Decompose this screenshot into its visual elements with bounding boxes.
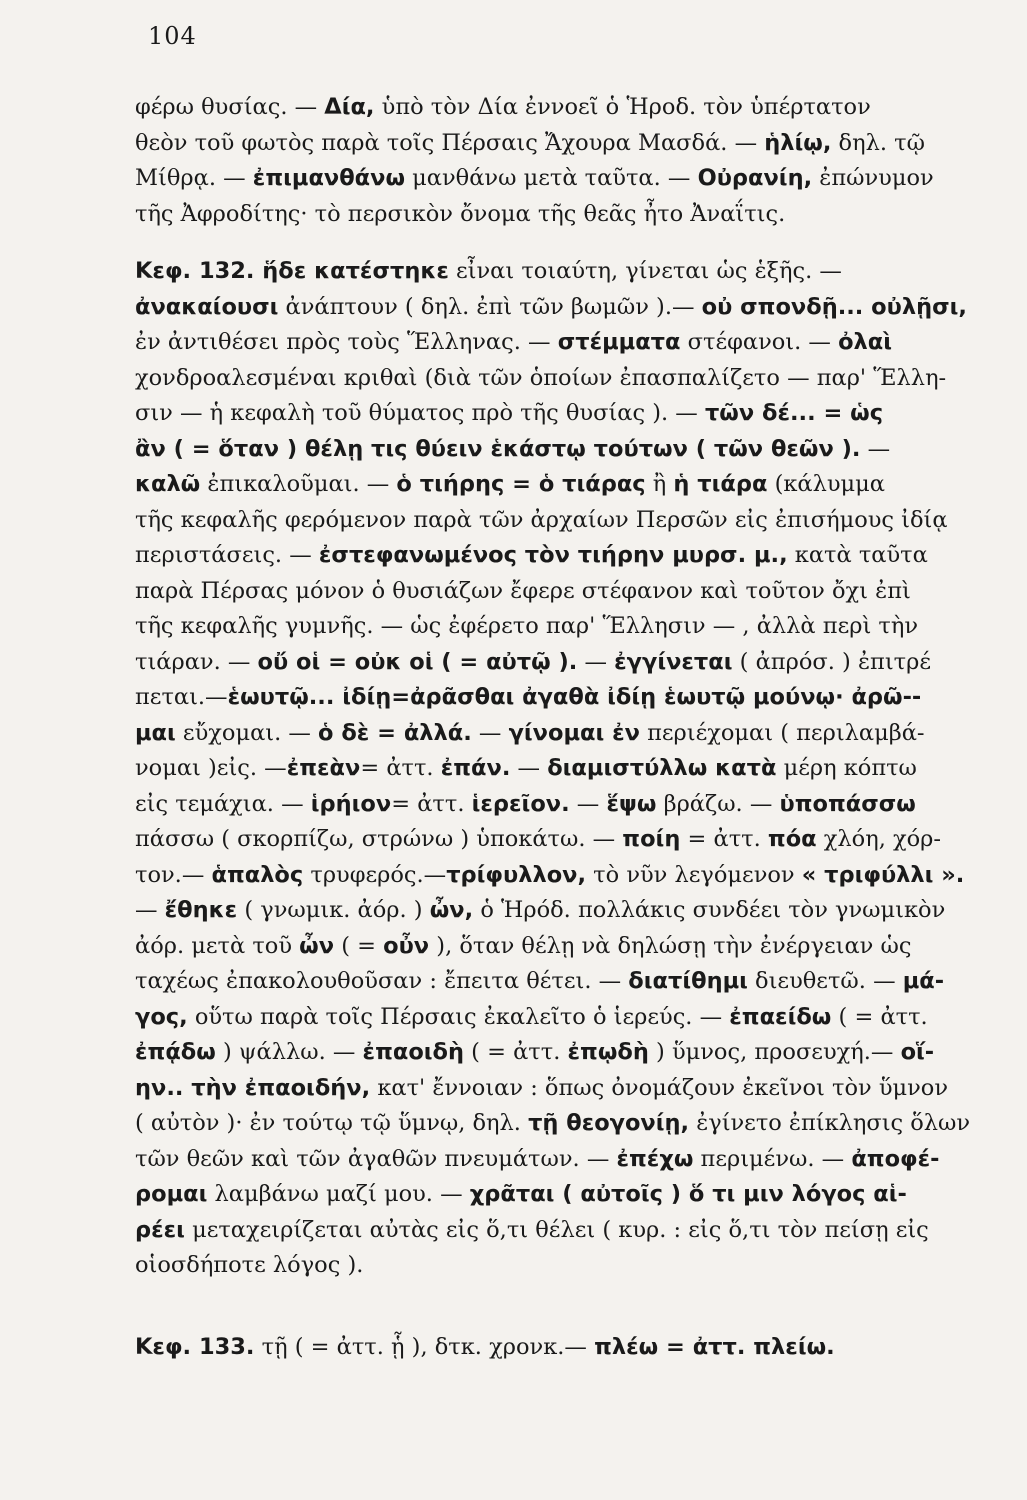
headword: ἀποφέ- xyxy=(851,1145,940,1172)
gloss-text: κατ' ἔννοιαν : ὅπως ὀνομάζουν ἐκεῖνοι τὸν ὕμνον xyxy=(370,1074,949,1101)
headword: ὦν xyxy=(299,932,335,959)
text-line xyxy=(135,574,970,610)
gloss-text: τιάραν. — xyxy=(135,648,258,675)
gloss-text: τῶν θεῶν καὶ τῶν ἀγαθῶν πνευμάτων. — xyxy=(135,1145,617,1172)
gloss-text: βράζω. — xyxy=(656,790,780,817)
headword: ἐγγίνεται xyxy=(614,648,733,675)
headword: ἐπεὰν xyxy=(286,755,361,781)
gloss-text: ἐπικαλοῦμαι. — xyxy=(200,471,397,497)
text-line xyxy=(135,1142,970,1178)
headword: ὦν, xyxy=(429,897,474,923)
text-line xyxy=(135,1035,970,1071)
gloss-text: στέφανοι. — xyxy=(680,329,839,355)
text-line xyxy=(135,858,970,894)
headword: ἡλίῳ, xyxy=(764,129,832,156)
text-line xyxy=(135,538,970,574)
headword: ἀνακαίουσι xyxy=(135,293,279,320)
headword: πόα xyxy=(767,826,817,852)
text-line xyxy=(135,90,970,126)
text-line xyxy=(135,197,970,233)
headword: τῇ θεογονίῃ, xyxy=(528,1110,690,1136)
gloss-text: θεὸν τοῦ φωτὸς παρὰ τοῖς Πέρσαις Ἄχουρα Μασδά. — xyxy=(135,129,765,156)
gloss-text: — xyxy=(577,648,615,675)
gloss-text: σιν — ἡ κεφαλὴ τοῦ θύματος πρὸ τῆς θυσίας ). — xyxy=(135,400,705,426)
gloss-text: μέρη κόπτω xyxy=(776,755,917,781)
headword: ἐπάν. xyxy=(440,755,511,781)
headword: ἐπαείδω xyxy=(729,1003,832,1030)
text-line xyxy=(135,503,970,539)
headword: διατίθημι xyxy=(628,968,748,994)
gloss-text: ( αὐτὸν )· ἐν τούτῳ τῷ ὕμνῳ, δηλ. xyxy=(135,1110,529,1136)
gloss-text: λαμβάνω μαζί μου. — xyxy=(207,1181,470,1207)
text-line xyxy=(135,1071,970,1107)
commentary-text xyxy=(135,90,970,1365)
text-line xyxy=(135,1213,970,1249)
headword: τρίφυλλον, xyxy=(446,861,587,888)
headword: διαμιστύλλω κατὰ xyxy=(547,755,777,781)
gloss-text: ( = xyxy=(334,932,384,959)
text-line xyxy=(135,467,970,503)
gloss-text: ταχέως ἐπακολουθοῦσαν : ἔπειτα θέτει. — xyxy=(135,968,629,994)
gloss-text: ) ψάλλω. — xyxy=(215,1039,363,1065)
text-line xyxy=(135,161,970,197)
gloss-text: ( = ἀττ. xyxy=(831,1003,928,1030)
text-line xyxy=(135,893,970,929)
gloss-text: μανθάνω μετὰ ταῦτα. — xyxy=(405,165,698,191)
gloss-text: εἶναι τοιαύτη, γίνεται ὡς ἑξῆς. — xyxy=(448,258,842,284)
headword: οὔ οἱ = οὐκ οἱ ( = αὐτῷ ). xyxy=(257,648,578,675)
headword: ὀλαὶ xyxy=(838,329,892,355)
text-line xyxy=(135,396,970,432)
text-line xyxy=(135,254,970,290)
gloss-text: (κάλυμμα xyxy=(767,471,885,497)
text-line xyxy=(135,290,970,326)
gloss-text: — xyxy=(135,897,165,923)
gloss-text: ( = ἀττ. xyxy=(464,1039,568,1065)
headword: ὁ δὲ = ἀλλά. xyxy=(318,719,472,746)
gloss-text: ( ἀπρόσ. ) ἐπιτρέ xyxy=(732,648,931,675)
gloss-text: Μίθρᾳ. — xyxy=(135,165,253,191)
headword: Δία, xyxy=(324,94,375,120)
gloss-text: = ἀττ. xyxy=(360,755,441,781)
headword: Κεφ. 132. ἥδε κατέστηκε xyxy=(135,258,449,284)
text-line xyxy=(135,964,970,1000)
headword: ἐπᾴδω xyxy=(135,1039,216,1065)
text-line xyxy=(135,361,970,397)
gloss-text: τὸ νῦν λεγόμενον xyxy=(586,861,802,888)
headword: ἂν ( = ὅταν ) θέλῃ τις θύειν ἑκάστῳ τούτων ( τῶν θεῶν ). xyxy=(135,435,861,462)
gloss-text: οὕτω παρὰ τοῖς Πέρσαις ἐκαλεῖτο ὁ ἱερεύς. — xyxy=(187,1003,730,1030)
headword: γίνομαι ἐν xyxy=(508,719,640,746)
gloss-text: διευθετῶ. — xyxy=(747,968,903,994)
gloss-text: ἢ xyxy=(645,471,674,497)
gloss-text: ), ὅταν θέλῃ νὰ δηλώσῃ τὴν ἐνέργειαν ὡς xyxy=(429,932,912,959)
gloss-text: ἐπώνυμον xyxy=(812,165,934,191)
gloss-text: τῆς Ἀφροδίτης· τὸ περσικὸν ὄνομα τῆς θεᾶς ἦτο Ἀναΐτις. xyxy=(135,200,786,227)
gloss-text: χονδροαλεσμέναι κριθαὶ (διὰ τῶν ὁποίων ἐπασπαλίζετο — παρ' Ἕλλη- xyxy=(135,364,947,391)
headword: γος, xyxy=(135,1003,188,1030)
gloss-text: οἱοσδήποτε λόγος ). xyxy=(135,1252,364,1278)
text-line xyxy=(135,787,970,823)
gloss-text: εἰς τεμάχια. — xyxy=(135,790,311,817)
gloss-text: πάσσω ( σκορπίζω, στρώνω ) ὑποκάτω. — xyxy=(135,826,623,852)
gloss-text: = ἀττ. xyxy=(391,790,472,817)
gloss-text: — xyxy=(860,435,891,462)
headword: ἔθηκε xyxy=(164,897,238,923)
headword: ὁ τιήρης = ὁ τιάρας xyxy=(396,471,646,497)
gloss-text: κατὰ ταῦτα xyxy=(787,542,928,568)
gloss-text: τῆς κεφαλῆς φερόμενον παρὰ τῶν ἀρχαίων Περσῶν εἰς ἐπισήμους ἰδίᾳ xyxy=(135,506,948,533)
gloss-text: — xyxy=(569,790,607,817)
text-line xyxy=(135,716,970,752)
text-line xyxy=(135,1000,970,1036)
gloss-text: ὁ Ἡρόδ. πολλάκις συνδέει τὸν γνωμικὸν xyxy=(473,897,946,923)
gloss-text: φέρω θυσίας. — xyxy=(135,94,325,120)
gloss-text: εὔχομαι. — xyxy=(175,719,319,746)
text-line xyxy=(135,751,970,787)
gloss-text: μεταχειρίζεται αὐτὰς εἰς ὅ,τι θέλει ( κυρ. : εἰς ὅ,τι τὸν πείσῃ εἰς xyxy=(184,1216,929,1243)
gloss-text: δηλ. τῷ xyxy=(831,129,925,156)
gloss-text: — xyxy=(471,719,509,746)
headword: ποίη xyxy=(622,826,681,852)
headword: χρᾶται ( αὐτοῖς ) ὅ τι μιν λόγος αἱ- xyxy=(469,1181,907,1207)
text-line xyxy=(135,1177,970,1213)
gloss-text: ἐν ἀντιθέσει πρὸς τοὺς Ἕλληνας. — xyxy=(135,329,558,355)
headword: ἐπαοιδὴ xyxy=(362,1039,465,1065)
gloss-text: περιμένω. — xyxy=(693,1145,852,1172)
text-line xyxy=(135,822,970,858)
gloss-text: τρυφερός.— xyxy=(303,861,447,888)
headword: μά- xyxy=(902,968,945,994)
text-line xyxy=(135,432,970,468)
gloss-text: ( γνωμικ. ἀόρ. ) xyxy=(237,897,430,923)
headword: ρέει xyxy=(135,1216,185,1243)
headword: ἐστεφανωμένος τὸν τιήρην μυρσ. μ., xyxy=(318,542,788,568)
page-number: 104 xyxy=(148,22,197,50)
gloss-text: τῇ ( = ἀττ. ᾗ ), δτκ. χρονκ.— xyxy=(254,1333,595,1360)
gloss-text: παρὰ Πέρσας μόνον ὁ θυσιάζων ἔφερε στέφανον καὶ τοῦτον ὄχι ἐπὶ xyxy=(135,577,911,604)
gloss-text: χλόη, χόρ- xyxy=(816,826,942,852)
headword: Οὐρανίη, xyxy=(697,165,813,191)
gloss-text: ὑπὸ τὸν Δία ἐννοεῖ ὁ Ἡροδ. τὸν ὑπέρτατον xyxy=(374,94,871,120)
gloss-text: τῆς κεφαλῆς γυμνῆς. — ὡς ἐφέρετο παρ' Ἕλλησιν — , ἀλλὰ περὶ τὴν xyxy=(135,613,919,639)
headword: οὐ σπονδῇ... οὐλῇσι, xyxy=(701,293,967,320)
gloss-text: πεται.— xyxy=(135,684,228,710)
gloss-text: ) ὕμνος, προσευχή.— xyxy=(648,1039,901,1065)
text-line xyxy=(135,1330,970,1366)
gloss-text: ἀνάπτουν ( δηλ. ἐπὶ τῶν βωμῶν ).— xyxy=(278,293,702,320)
headword: ἑωυτῷ... ἰδίῃ=ἀρᾶσθαι ἀγαθὰ ἰδίῃ ἑωυτῷ μούνῳ· ἀρῶ-- xyxy=(227,684,922,710)
gloss-text: περιέχομαι ( περιλαμβά- xyxy=(639,719,925,746)
headword: Κεφ. 133. xyxy=(135,1333,255,1360)
headword: οὖν xyxy=(383,932,430,959)
headword: τῶν δέ... = ὡς xyxy=(704,400,884,426)
gloss-text: ἐγίνετο ἐπίκλησις ὅλων xyxy=(689,1110,971,1136)
headword: στέμματα xyxy=(557,329,681,355)
headword: πλέω = ἀττ. πλείω. xyxy=(594,1333,835,1360)
headword: ὑποπάσσω xyxy=(779,790,916,817)
headword: ἁπαλὸς xyxy=(211,861,304,888)
gloss-text: = ἀττ. xyxy=(680,826,768,852)
gloss-text: τον.— xyxy=(135,861,212,888)
text-line xyxy=(135,325,970,361)
headword: καλῶ xyxy=(135,471,201,497)
gloss-text: — xyxy=(510,755,548,781)
headword: ἐπιμανθάνω xyxy=(252,165,406,191)
headword: ρομαι xyxy=(135,1181,208,1207)
headword: ἕψω xyxy=(606,790,657,817)
gloss-text: περιστάσεις. — xyxy=(135,542,319,568)
text-line xyxy=(135,609,970,645)
headword: οἵ- xyxy=(900,1039,935,1065)
text-line xyxy=(135,126,970,162)
text-line xyxy=(135,1248,970,1284)
headword: ἐπέχω xyxy=(616,1145,694,1172)
text-line xyxy=(135,645,970,681)
headword: ην.. τὴν ἐπαοιδήν, xyxy=(135,1074,371,1101)
headword: μαι xyxy=(135,719,176,746)
headword: ἡ τιάρα xyxy=(673,471,768,497)
headword: ἱερεῖον. xyxy=(471,790,570,817)
headword: « τριφύλλι ». xyxy=(801,861,965,888)
headword: ἱρήιον xyxy=(310,790,392,817)
text-line xyxy=(135,1106,970,1142)
text-line xyxy=(135,680,970,716)
text-line xyxy=(135,929,970,965)
gloss-text: νομαι )εἰς. — xyxy=(135,755,287,781)
gloss-text: ἀόρ. μετὰ τοῦ xyxy=(135,932,300,959)
headword: ἐπῳδὴ xyxy=(567,1039,649,1065)
